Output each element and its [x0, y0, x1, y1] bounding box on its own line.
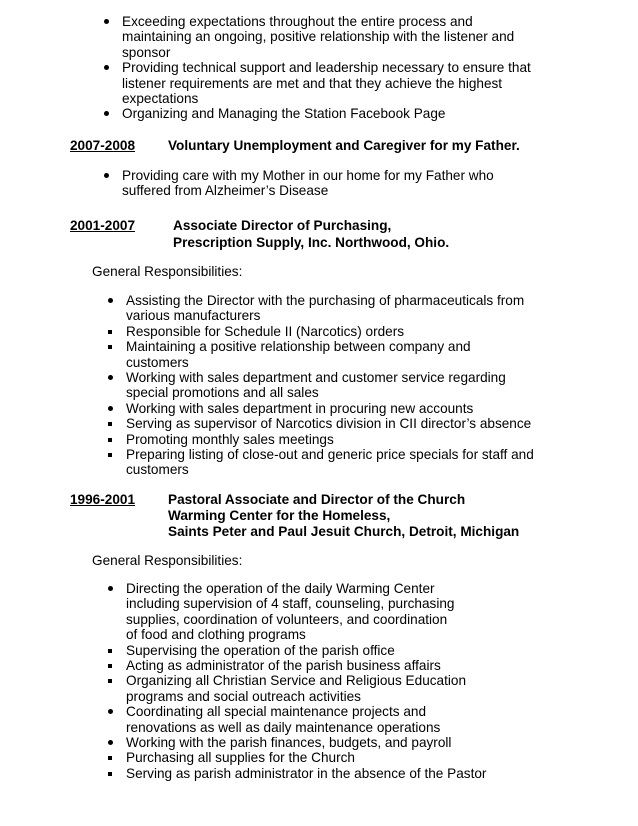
bullet-item [126, 370, 534, 401]
bullet-text-line: Working with sales department and customer service regarding [126, 370, 506, 386]
previous-job-bullet-list [122, 14, 531, 122]
bullet-text-line: Working with sales department in procuring new accounts [126, 400, 474, 416]
job-dates: 1996-2001 [70, 492, 136, 507]
bullet-text-line: programs and social outreach activities [126, 688, 361, 704]
bullet-text-line: various manufacturers [126, 308, 261, 324]
job-employer: Saints Peter and Paul Jesuit Church, Detroit, Michigan [168, 524, 520, 539]
bullet-text-line: Preparing listing of close-out and generic price specials for staff and [126, 447, 534, 463]
bullet-text-line: Serving as parish administrator in the absence of the Pastor [126, 765, 487, 781]
job-dates: 2007-2008 [70, 138, 136, 153]
bullet-text-line: Promoting monthly sales meetings [126, 431, 334, 447]
bullet-item [122, 60, 531, 106]
bullet-text-line: Purchasing all supplies for the Church [126, 750, 355, 766]
bullet-text-line: customers [126, 462, 189, 478]
bullet-text-line: Coordinating all special maintenance projects and [126, 704, 426, 720]
square-bullet-icon [105, 750, 117, 765]
bullet-item [126, 643, 486, 658]
round-bullet-icon [101, 106, 113, 121]
bullet-text-line: maintaining an ongoing, positive relationship with the listener and [122, 29, 515, 45]
job-title: Voluntary Unemployment and Caregiver for my Father. [168, 138, 520, 153]
bullet-item [126, 447, 534, 478]
bullet-text-line: special promotions and all sales [126, 385, 319, 401]
bullet-item [126, 324, 534, 339]
bullet-text-line: listener requirements are met and that they achieve the highest [122, 75, 503, 91]
bullet-item [126, 658, 486, 673]
bullet-text-line: of food and clothing programs [126, 627, 306, 643]
round-bullet-icon [105, 370, 117, 385]
bullet-item [126, 339, 534, 370]
bullet-item [126, 432, 534, 447]
job-bullet-list [126, 581, 486, 781]
job-dates: 2001-2007 [70, 218, 136, 233]
bullet-item [122, 14, 531, 60]
bullet-text-line: expectations [122, 91, 199, 107]
round-bullet-icon [105, 293, 117, 308]
bullet-item [126, 750, 486, 765]
bullet-item [126, 735, 486, 750]
bullet-text-line: including supervision of 4 staff, counseling, purchasing [126, 596, 455, 612]
bullet-item [126, 416, 534, 431]
bullet-text-line: Providing technical support and leadership necessary to ensure that [122, 60, 531, 76]
bullet-item [126, 673, 486, 704]
job-title-continued: Warming Center for the Homeless, [168, 508, 391, 523]
round-bullet-icon [101, 168, 113, 183]
bullet-item [126, 401, 534, 416]
job-title: Pastoral Associate and Director of the Church [168, 492, 466, 507]
job-employer: Prescription Supply, Inc. Northwood, Ohio. [173, 235, 450, 250]
bullet-text-line: suffered from Alzheimer’s Disease [122, 183, 329, 199]
bullet-item [122, 168, 494, 199]
bullet-text-line: Acting as administrator of the parish business affairs [126, 658, 441, 674]
bullet-item [126, 293, 534, 324]
bullet-text-line: Working with the parish finances, budgets, and payroll [126, 735, 452, 751]
job-bullet-list [122, 168, 494, 199]
square-bullet-icon [105, 766, 117, 781]
round-bullet-icon [105, 581, 117, 596]
job-title: Associate Director of Purchasing, [173, 218, 392, 233]
bullet-text-line: Assisting the Director with the purchasing of pharmaceuticals from [126, 293, 525, 308]
bullet-item [126, 766, 486, 781]
square-bullet-icon [105, 658, 117, 673]
responsibilities-heading: General Responsibilities: [92, 553, 243, 568]
bullet-item [126, 581, 486, 643]
bullet-text-line: supplies, coordination of volunteers, and coordination [126, 611, 448, 627]
bullet-text-line: Responsible for Schedule II (Narcotics) orders [126, 323, 405, 339]
bullet-text-line: sponsor [122, 44, 171, 60]
bullet-text-line: renovations as well as daily maintenance operations [126, 719, 441, 735]
bullet-text-line: Organizing and Managing the Station Facebook Page [122, 106, 446, 122]
bullet-text-line: customers [126, 354, 189, 370]
square-bullet-icon [105, 416, 117, 431]
square-bullet-icon [105, 324, 117, 339]
round-bullet-icon [105, 704, 117, 719]
round-bullet-icon [101, 60, 113, 75]
bullet-text-line: Serving as supervisor of Narcotics division in CII director’s absence [126, 416, 532, 432]
square-bullet-icon [105, 432, 117, 447]
square-bullet-icon [105, 447, 117, 462]
responsibilities-heading: General Responsibilities: [92, 264, 243, 279]
bullet-item [126, 704, 486, 735]
round-bullet-icon [105, 401, 117, 416]
bullet-text-line: Directing the operation of the daily Warming Center [126, 581, 435, 596]
bullet-text-line: Exceeding expectations throughout the entire process and [122, 14, 473, 29]
round-bullet-icon [101, 14, 113, 29]
bullet-text-line: Supervising the operation of the parish office [126, 642, 395, 658]
bullet-text-line: Maintaining a positive relationship between company and [126, 339, 471, 355]
square-bullet-icon [105, 673, 117, 688]
square-bullet-icon [105, 643, 117, 658]
job-bullet-list [126, 293, 534, 478]
square-bullet-icon [105, 339, 117, 354]
bullet-text-line: Providing care with my Mother in our home for my Father who [122, 168, 494, 183]
bullet-item [122, 106, 531, 121]
round-bullet-icon [105, 735, 117, 750]
bullet-text-line: Organizing all Christian Service and Religious Education [126, 673, 467, 689]
